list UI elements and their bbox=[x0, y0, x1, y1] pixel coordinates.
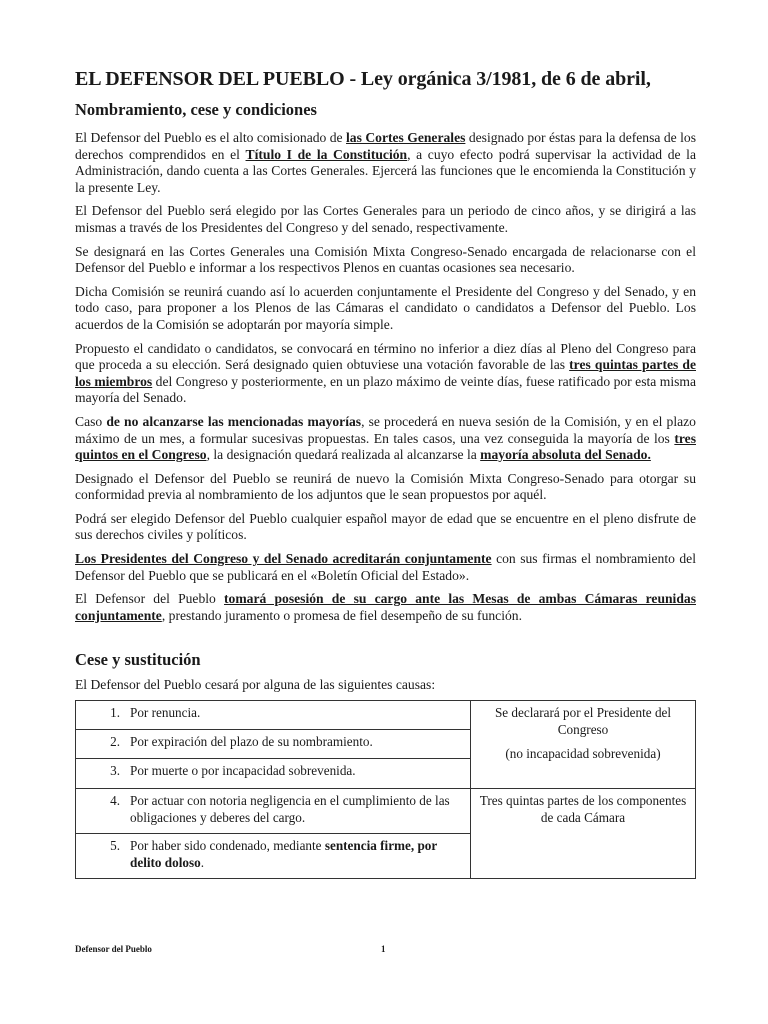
paragraph-2: El Defensor del Pueblo será elegido por las Cortes Generales para un periodo de cinco años, y se dirigirá a las mismas a través de los Presidentes del Congreso y del senado, respectivamente. bbox=[75, 203, 696, 235]
emphasis-mayoria-absoluta: mayoría absoluta del Senado. bbox=[480, 447, 651, 463]
emphasis-cortes-generales: las Cortes Generales bbox=[346, 130, 466, 145]
document-page bbox=[75, 68, 696, 879]
cause-cell: 4. Por actuar con notoria negligencia en el cumplimiento de las obligaciones y deberes del cargo. bbox=[76, 789, 471, 834]
emphasis-no-alcanzarse: de no alcanzarse las mencionadas mayorías bbox=[106, 413, 362, 429]
emphasis-presidentes-acreditaran: Los Presidentes del Congreso y del Senado acreditarán conjuntamente bbox=[75, 551, 492, 567]
paragraph-10: El Defensor del Pueblo tomará posesión de su cargo ante las Mesas de ambas Cámaras reunidas conjuntamente, prestando juramento o promesa de fiel desempeño de su función. bbox=[75, 591, 696, 623]
page-number: 1 bbox=[381, 944, 386, 954]
footer-label: Defensor del Pueblo bbox=[75, 944, 152, 954]
cause-cell: 5. Por haber sido condenado, mediante sentencia firme, por delito doloso. bbox=[76, 834, 471, 879]
section-heading-nombramiento: Nombramiento, cese y condiciones bbox=[75, 100, 317, 119]
emphasis-tomara-posesion: tomará posesión de su cargo ante las Mesas de ambas Cámaras reunidas conjuntamente bbox=[75, 591, 696, 623]
paragraph-7: Designado el Defensor del Pueblo se reunirá de nuevo la Comisión Mixta Congreso-Senado para otorgar su conformidad previa al nombramiento de los adjuntos que le sean propuestos por aquél. bbox=[75, 470, 696, 503]
causes-intro: El Defensor del Pueblo cesará por alguna de las siguientes causas: bbox=[75, 677, 436, 693]
emphasis-titulo-i: Título I de la Constitución bbox=[245, 146, 408, 162]
emphasis-tres-quintas: tres quintas partes de los miembros bbox=[75, 357, 696, 389]
paragraph-8: Podrá ser elegido Defensor del Pueblo cualquier español mayor de edad que se encuentre en el pleno disfrute de sus derechos civiles y políticos. bbox=[75, 510, 696, 543]
paragraph-5: Propuesto el candidato o candidatos, se convocará en término no inferior a diez días al Pleno del Congreso para que proceda a su elección. Será designado quien obtuviese una votación favorable de las tres quintas partes de los miembros del Congreso y posteriormente, en un plazo máximo de veinte días, fuese ratificado por esta misma mayoría del Senado. bbox=[75, 340, 696, 406]
paragraph-4: Dicha Comisión se reunirá cuando así lo acuerden conjuntamente el Presidente del Congreso y del Senado, y en todo caso, para proponer a los Plenos de las Cámaras el candidato o candidatos a Defensor del Pueblo. Los acuerdos de la Comisión se adoptarán por mayoría simple. bbox=[75, 283, 696, 332]
causes-table bbox=[75, 700, 696, 879]
cause-cell: 2. Por expiración del plazo de su nombramiento. bbox=[76, 730, 471, 759]
paragraph-9: Los Presidentes del Congreso y del Senado acreditarán conjuntamente con sus firmas el nombramiento del Defensor del Pueblo que se publicará en el «Boletín Oficial del Estado». bbox=[75, 551, 696, 583]
cause-cell: 3. Por muerte o por incapacidad sobrevenida. bbox=[76, 759, 471, 789]
section-heading-cese: Cese y sustitución bbox=[75, 650, 201, 670]
cause-cell: 1. Por renuncia. bbox=[76, 701, 471, 730]
emphasis-tres-quintos-congreso: tres quintos en el Congreso bbox=[75, 430, 696, 463]
page-footer bbox=[75, 944, 696, 954]
table-row bbox=[76, 701, 696, 730]
emphasis-sentencia-firme: sentencia firme, por delito doloso bbox=[130, 838, 438, 870]
paragraph-1: El Defensor del Pueblo es el alto comisionado de las Cortes Generales designado por éstas para la defensa de los derechos comprendidos en el Título I de la Constitución, a cuyo efecto podrá supervisar la actividad de la Administración, dando cuenta a las Cortes Generales. Ejercerá las funciones que le encomienda la Constitución y la presente Ley. bbox=[75, 130, 696, 195]
table-row bbox=[76, 789, 696, 834]
paragraph-3: Se designará en las Cortes Generales una Comisión Mixta Congreso-Senado encargada de relacionarse con el Defensor del Pueblo e informar a los respectivos Plenos en cuantas ocasiones sea necesario. bbox=[75, 243, 696, 276]
cause-resolution-camaras: Tres quintas partes de los componentes de cada Cámara bbox=[471, 789, 696, 879]
cause-resolution-presidente: Se declarará por el Presidente del Congreso (no incapacidad sobrevenida) bbox=[471, 701, 696, 789]
document-title: EL DEFENSOR DEL PUEBLO - Ley orgánica 3/1981, de 6 de abril, bbox=[75, 68, 651, 90]
paragraph-6: Caso de no alcanzarse las mencionadas mayorías, se procederá en nueva sesión de la Comisión, y en el plazo máximo de un mes, a formular sucesivas propuestas. En tales casos, una vez conseguida la mayoría de los tres quintos en el Congreso, la designación quedará realizada al alcanzarse la mayoría absoluta del Senado. bbox=[75, 413, 696, 463]
